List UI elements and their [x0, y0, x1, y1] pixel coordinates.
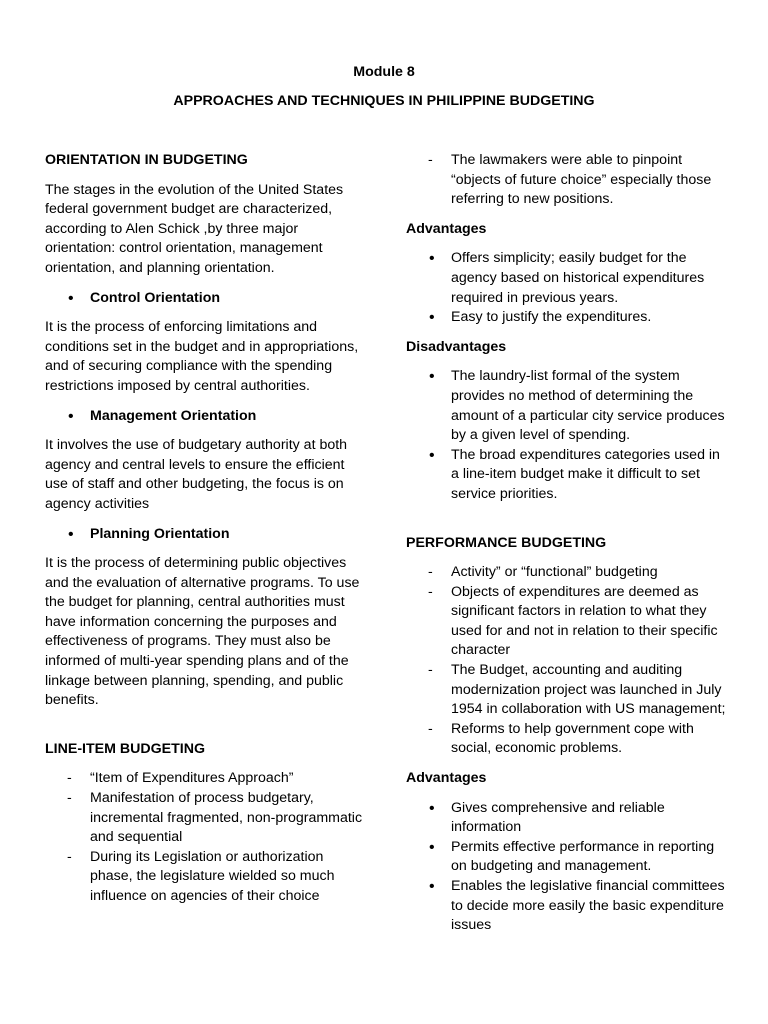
list-item: • Gives comprehensive and reliable information — [406, 799, 728, 838]
list-item: - Reforms to help government cope with social, economic problems. — [406, 720, 728, 759]
list-item: • The broad expenditures categories used in a line-item budget make it difficult to set service priorities. — [406, 446, 728, 505]
performance-list — [406, 563, 728, 759]
advantages-heading: Advantages — [406, 220, 487, 237]
list-item: - Objects of expenditures are deemed as significant factors in relation to what they used for and not in relation to their specific character — [406, 583, 728, 661]
disadvantages-heading: Disadvantages — [406, 338, 507, 355]
list-item: • Offers simplicity; easily budget for the agency based on historical expenditures required in previous years. — [406, 249, 728, 308]
management-orientation-label: • Management Orientation — [45, 407, 367, 427]
list-item: - During its Legislation or authorization phase, the legislature wielded so much influence on agencies of their choice — [45, 848, 367, 907]
performance-advantages-list — [406, 799, 728, 936]
orientation-intro: The stages in the evolution of the United States federal government budget are characterized, according to Alen Schick ,by three major orientation: control orientation, management orientation, and planning orientation. — [45, 181, 344, 276]
document-title: APPROACHES AND TECHNIQUES IN PHILIPPINE BUDGETING — [173, 93, 595, 109]
right-column — [406, 151, 728, 936]
disadvantages-list — [406, 367, 728, 504]
performance-advantages-heading: Advantages — [406, 770, 487, 787]
planning-orientation-label: • Planning Orientation — [45, 525, 367, 545]
list-item: - “Item of Expenditures Approach” — [45, 769, 367, 789]
list-item: • Enables the legislative financial committees to decide more easily the basic expenditure issues — [406, 877, 728, 936]
advantages-list — [406, 249, 728, 327]
performance-heading: PERFORMANCE BUDGETING — [406, 534, 607, 551]
list-item: • Permits effective performance in reporting on budgeting and management. — [406, 838, 728, 877]
list-item: - Manifestation of process budgetary, incremental fragmented, non-programmatic and sequential — [45, 789, 367, 848]
list-item: - The lawmakers were able to pinpoint “objects of future choice” especially those referring to new positions. — [406, 151, 728, 210]
control-orientation-text: It is the process of enforcing limitations and conditions set in the budget and in appropriations, and of securing compliance with the spending restrictions imposed by central authorities. — [45, 319, 359, 394]
planning-orientation-text: It is the process of determining public objectives and the evaluation of alternative programs. To use the budget for planning, central authorities must have information concerning the purposes and effectiveness of programs. They must also be informed of multi-year spending plans and of the linkage between planning, spending, and public benefits. — [45, 555, 360, 709]
control-orientation-label: • Control Orientation — [45, 289, 367, 309]
list-item: • The laundry-list formal of the system provides no method of determining the amount of a particular city service produces by a given level of spending. — [406, 367, 728, 445]
list-item: - The Budget, accounting and auditing modernization project was launched in July 1954 in collaboration with US management; — [406, 661, 728, 720]
left-column — [45, 151, 367, 907]
line-item-list — [45, 769, 367, 906]
list-item: - Activity” or “functional” budgeting — [406, 563, 728, 583]
line-item-heading: LINE-ITEM BUDGETING — [45, 740, 205, 757]
management-orientation-text: It involves the use of budgetary authority at both agency and central levels to ensure the efficient use of staff and other budgeting, the focus is on agency activities — [45, 437, 348, 512]
module-number: Module 8 — [353, 64, 415, 80]
line-item-continued-list — [406, 151, 728, 210]
list-item: • Easy to justify the expenditures. — [406, 308, 728, 328]
orientation-heading: ORIENTATION IN BUDGETING — [45, 152, 248, 168]
